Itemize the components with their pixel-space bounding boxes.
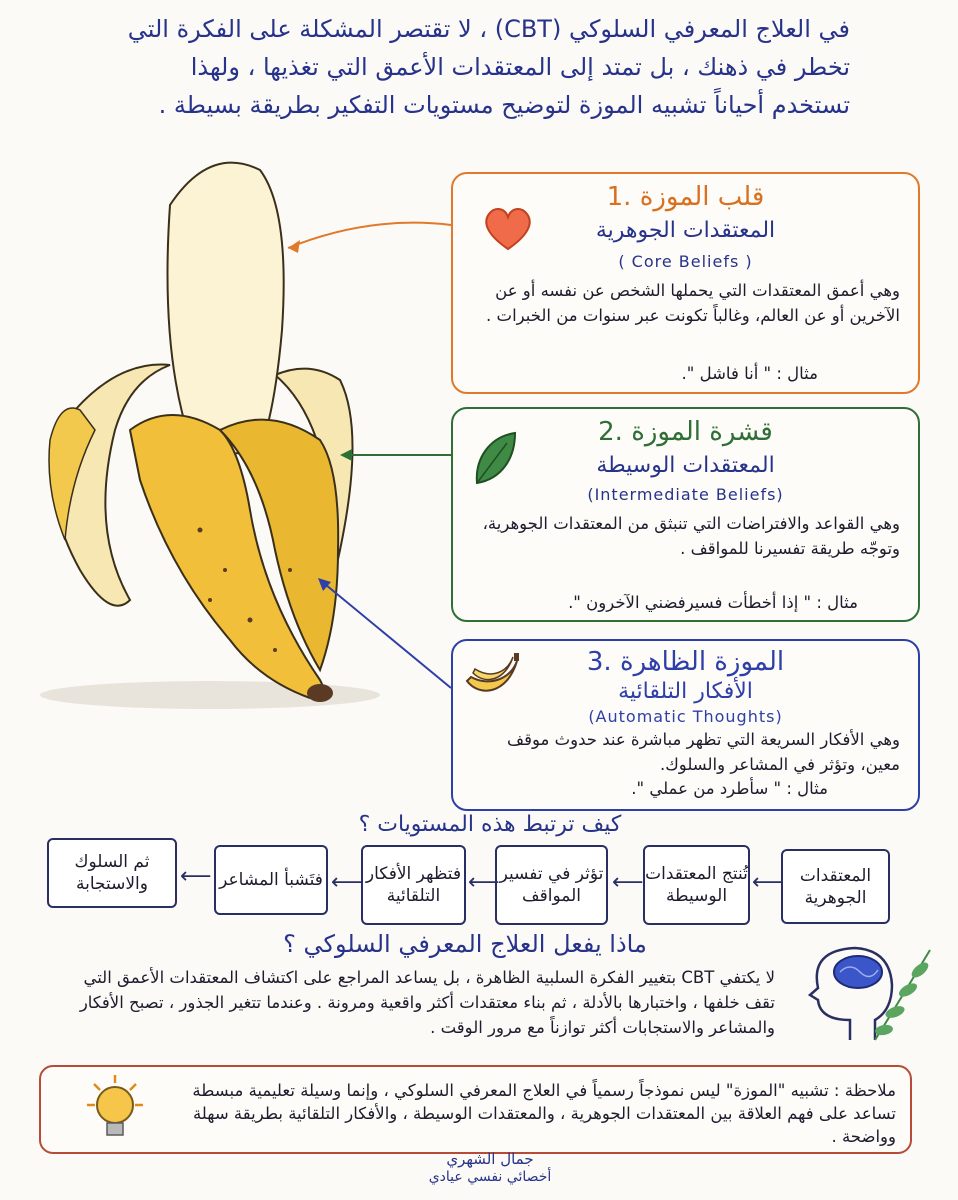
- flow-arrow: ⟵: [180, 864, 212, 889]
- card-english: ( Core Beliefs ): [618, 252, 753, 271]
- how-body: لا يكتفي CBT بتغيير الفكرة السلبية الظاهرة ، بل يساعد المراجع على اكتشاف المعتقدات الأعمق التي تقف خلفها ، واختبارها بالأدلة ، ثم بناء معتقدات أكثر واقعية ومرونة . وعندما تتغير الجذور ، تصبح الأفكار والمشاعر والاستجابات أكثر توازناً مع مرور الوقت .: [79, 968, 775, 1037]
- card-intermediate-beliefs: [451, 407, 920, 622]
- intro-paragraph: في العلاج المعرفي السلوكي (CBT) ، لا تقتصر المشكلة على الفكرة التي تخطر في ذهنك ، بل تمتد إلى المعتقدات الأعمق التي تغذيها ، ولهذا تستخدم أحياناً تشبيه الموزة لتوضيح مستويات التفكير بطريقة بسيطة .: [127, 15, 850, 119]
- card-subtitle: الأفكار التلقائية: [618, 679, 753, 704]
- card-core-beliefs: [451, 172, 920, 394]
- card-example: مثال : " إذا أخطأت فسيرفضني الآخرون ".: [568, 593, 858, 612]
- flow-step-behavior: ثم السلوك والاستجابة: [47, 838, 177, 908]
- card-english: (Intermediate Beliefs): [587, 485, 784, 504]
- card-automatic-thoughts: [451, 639, 920, 811]
- card-title: 2. قشرة الموزة: [598, 417, 773, 447]
- card-body: وهي الأفكار السريعة التي تظهر مباشرة عند حدوث موقف معين، وتؤثر في المشاعر والسلوك.: [507, 730, 900, 774]
- card-example: مثال : " أنا فاشل ".: [681, 364, 818, 383]
- card-english: (Automatic Thoughts): [588, 707, 783, 726]
- author-title: أخصائي نفسي عيادي: [428, 1169, 552, 1185]
- how-title: ماذا يفعل العلاج المعرفي السلوكي ؟: [283, 930, 647, 958]
- flow-step-feelings: فتَشبأ المشاعر: [214, 845, 328, 915]
- banana-flesh: [168, 163, 284, 454]
- card-body: وهي القواعد والافتراضات التي تنبثق من المعتقدات الجوهرية، وتوجّه طريقة تفسيرنا للمواقف .: [482, 514, 900, 558]
- card-body: وهي أعمق المعتقدات التي يحملها الشخص عن نفسه أو عن الآخرين أو عن العالم، وغالباً تكونت عبر سنوات من الخبرات .: [486, 281, 900, 325]
- levels-title: كيف ترتبط هذه المستويات ؟: [358, 812, 622, 837]
- card-subtitle: المعتقدات الجوهرية: [595, 218, 776, 243]
- author-signature: [300, 1150, 680, 1185]
- flow-arrow: ⟵: [612, 870, 644, 895]
- flow-arrow: ⟵: [468, 870, 500, 895]
- flow-step-core: المعتقدات الجوهرية: [781, 849, 890, 924]
- flow-step-interpretation: تؤثر في تفسير المواقف: [495, 845, 608, 925]
- flow-arrow: ⟵: [752, 870, 784, 895]
- note-box: [39, 1065, 912, 1154]
- lightbulb-icon: [79, 1071, 151, 1151]
- banana-illustration: [20, 150, 450, 720]
- note-text: ملاحظة : تشبيه "الموزة" ليس نموذجاً رسمياً في العلاج المعرفي السلوكي ، وإنما وسيلة تعليمية مبسطة تساعد على فهم العلاقة بين المعتقدات الجوهرية ، والمعتقدات الوسيطة ، والأفكار التلقائية بطريقة سهلة وواضحة .: [192, 1081, 896, 1146]
- flow-step-thoughts: فتظهر الأفكار التلقائية: [361, 845, 466, 925]
- card-title: 1. قلب الموزة: [606, 182, 765, 212]
- author-name: جمال الشهري: [446, 1150, 534, 1168]
- banana-stem: [307, 684, 333, 702]
- card-subtitle: المعتقدات الوسيطة: [596, 453, 775, 478]
- card-title: 3. الموزة الظاهرة: [586, 647, 785, 677]
- flow-arrow: ⟵: [331, 870, 363, 895]
- head-brain-icon: [780, 940, 940, 1050]
- card-example: مثال : " سأطرد من عملي ".: [631, 779, 828, 798]
- flow-step-intermediate: تُنتج المعتقدات الوسيطة: [643, 845, 750, 925]
